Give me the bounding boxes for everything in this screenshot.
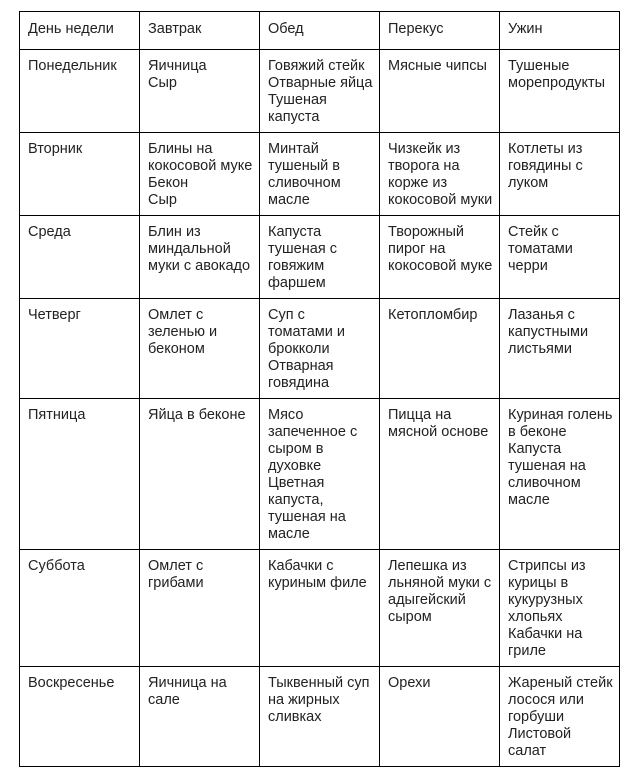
dinner-cell: Куриная голень в беконе Капуста тушеная на сливочном масле xyxy=(500,399,620,550)
snack-cell: Мясные чипсы xyxy=(380,50,500,133)
breakfast-cell: Яйца в беконе xyxy=(140,399,260,550)
snack-cell: Орехи xyxy=(380,667,500,767)
lunch-cell: Говяжий стейк Отварные яйца Тушеная капуста xyxy=(260,50,380,133)
lunch-cell: Суп с томатами и брокколи Отварная говядина xyxy=(260,299,380,399)
day-cell: Пятница xyxy=(20,399,140,550)
day-cell: Суббота xyxy=(20,550,140,667)
header-cell-snack: Перекус xyxy=(380,12,500,50)
breakfast-cell: Омлет с зеленью и беконом xyxy=(140,299,260,399)
dinner-cell: Стрипсы из курицы в кукурузных хлопьях Кабачки на гриле xyxy=(500,550,620,667)
lunch-cell: Мясо запеченное с сыром в духовке Цветная капуста, тушеная на масле xyxy=(260,399,380,550)
breakfast-cell: Блин из миндальной муки с авокадо xyxy=(140,216,260,299)
breakfast-cell: Яичница Сыр xyxy=(140,50,260,133)
header-cell-day: День недели xyxy=(20,12,140,50)
dinner-cell: Лазанья с капустными листьями xyxy=(500,299,620,399)
breakfast-cell: Блины на кокосовой муке Бекон Сыр xyxy=(140,133,260,216)
snack-cell: Кетопломбир xyxy=(380,299,500,399)
day-cell: Воскресенье xyxy=(20,667,140,767)
lunch-cell: Тыквенный суп на жирных сливках xyxy=(260,667,380,767)
lunch-cell: Кабачки с куриным филе xyxy=(260,550,380,667)
snack-cell: Пицца на мясной основе xyxy=(380,399,500,550)
meal-plan-table xyxy=(19,11,620,767)
day-cell: Понедельник xyxy=(20,50,140,133)
day-cell: Вторник xyxy=(20,133,140,216)
table-row xyxy=(20,133,620,216)
lunch-cell: Минтай тушеный в сливочном масле xyxy=(260,133,380,216)
table-row xyxy=(20,550,620,667)
snack-cell: Лепешка из льняной муки с адыгейский сыром xyxy=(380,550,500,667)
breakfast-cell: Яичница на сале xyxy=(140,667,260,767)
lunch-cell: Капуста тушеная с говяжим фаршем xyxy=(260,216,380,299)
day-cell: Среда xyxy=(20,216,140,299)
breakfast-cell: Омлет с грибами xyxy=(140,550,260,667)
table-row xyxy=(20,299,620,399)
table-row xyxy=(20,399,620,550)
snack-cell: Творожный пирог на кокосовой муке xyxy=(380,216,500,299)
dinner-cell: Котлеты из говядины с луком xyxy=(500,133,620,216)
dinner-cell: Жареный стейк лосося или горбуши Листовой салат xyxy=(500,667,620,767)
dinner-cell: Тушеные морепродукты xyxy=(500,50,620,133)
table-row xyxy=(20,50,620,133)
header-cell-dinner: Ужин xyxy=(500,12,620,50)
snack-cell: Чизкейк из творога на корже из кокосовой муки xyxy=(380,133,500,216)
day-cell: Четверг xyxy=(20,299,140,399)
header-cell-lunch: Обед xyxy=(260,12,380,50)
table-row xyxy=(20,667,620,767)
dinner-cell: Стейк с томатами черри xyxy=(500,216,620,299)
header-cell-breakfast: Завтрак xyxy=(140,12,260,50)
table-row xyxy=(20,216,620,299)
header-row xyxy=(20,12,620,50)
